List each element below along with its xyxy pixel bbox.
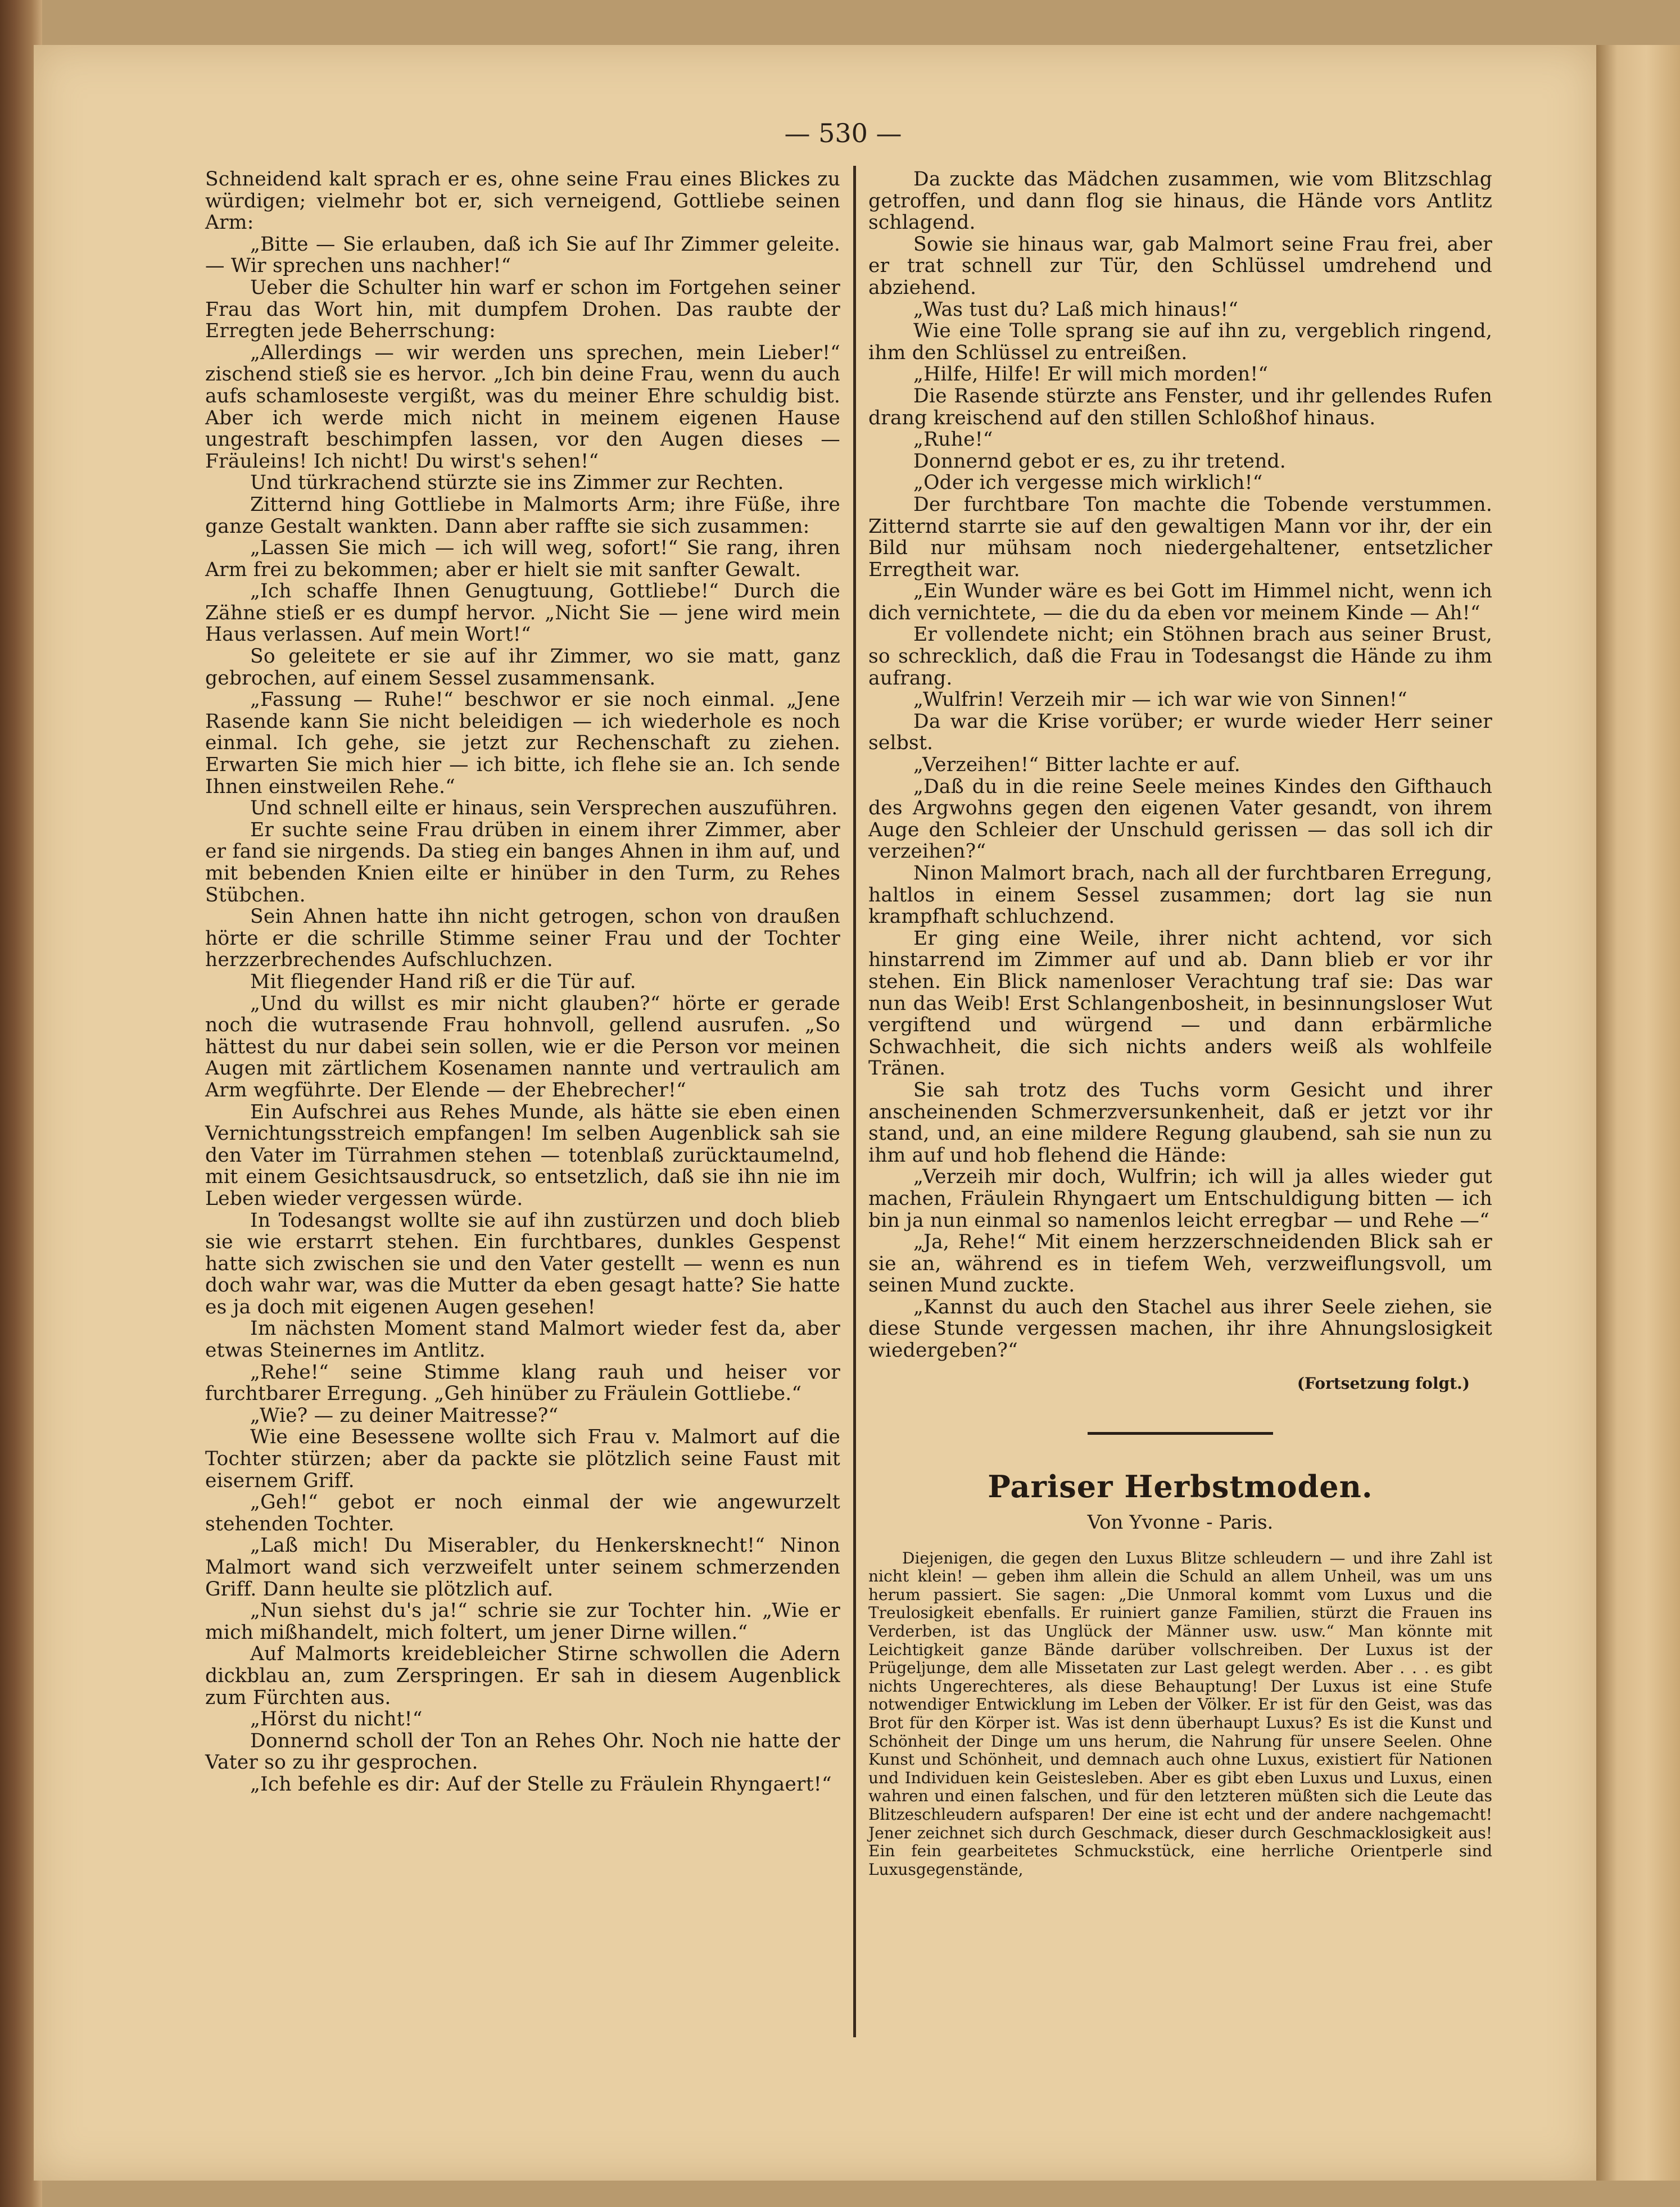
paragraph: Schneidend kalt sprach er es, ohne seine Frau eines Blickes zu würdigen; vielmehr bot er, sich verneigend, Gottliebe seinen Arm:: [205, 168, 840, 234]
paragraph: Und schnell eilte er hinaus, sein Versprechen auszuführen.: [250, 797, 838, 820]
paragraph: „Verzeih mir doch, Wulfrin; ich will ja alles wieder gut machen, Fräulein Rhyngaert um Entschuldigung bitten — ich bin ja nun einmal so namenlos leicht erregbar — und Rehe —“: [868, 1166, 1492, 1232]
paragraph: „Wulfrin! Verzeih mir — ich war wie von Sinnen!“: [913, 688, 1407, 712]
paragraph: Sein Ahnen hatte ihn nicht getrogen, schon von draußen hörte er die schrille Stimme seiner Frau und der Tochter herzzerbrechendes Aufschluchzen.: [205, 905, 840, 972]
paragraph: „Hörst du nicht!“: [250, 1708, 423, 1731]
paragraph: Im nächsten Moment stand Malmort wieder fest da, aber etwas Steinernes im Antlitz.: [205, 1317, 840, 1362]
paragraph: Ein Aufschrei aus Rehes Munde, als hätte sie eben einen Vernichtungsstreich empfangen! Im selben Augenblick sah sie den Vater im Türrahmen stehen — totenblaß zurücktaumelnd, mit einem Gesichtsausdruck, so entsetzlich, daß sie ihn nie im Leben wieder vergessen würde.: [205, 1100, 840, 1210]
paragraph: „Hilfe, Hilfe! Er will mich morden!“: [913, 363, 1269, 386]
paragraph: „Nun siehst du's ja!“ schrie sie zur Tochter hin. „Wie er mich mißhandelt, mich foltert, um jener Dirne willen.“: [205, 1599, 840, 1644]
paragraph: Wie eine Tolle sprang sie auf ihn zu, vergeblich ringend, ihm den Schlüssel zu entreißen.: [868, 320, 1492, 364]
paragraph: „Allerdings — wir werden uns sprechen, mein Lieber!“ zischend stieß sie es hervor. „Ich bin deine Frau, wenn du auch aufs schamloseste vergißt, was du meiner Ehre schuldig bist. Aber ich werde mich nicht in meinem eigenen Hause ungestraft beschimpfen lassen, vor den Augen dieses — Fräuleins! Ich nicht! Du wirst's sehen!“: [205, 341, 840, 473]
paragraph: Donnernd gebot er es, zu ihr tretend.: [913, 450, 1286, 473]
paragraph: Sowie sie hinaus war, gab Malmort seine Frau frei, aber er trat schnell zur Tür, den Schlüssel umdrehend und abziehend.: [868, 233, 1492, 299]
facing-page-edge: [1596, 45, 1680, 2181]
paragraph: „Daß du in die reine Seele meines Kindes den Gifthauch des Argwohns gegen den eigenen Vater gesandt, von ihrem Auge den Schleier der Unschuld gerissen — das soll ich dir verzeihen?“: [868, 775, 1492, 863]
paragraph: So geleitete er sie auf ihr Zimmer, wo sie matt, ganz gebrochen, auf einem Sessel zusammensank.: [205, 645, 840, 690]
paragraph: „Ein Wunder wäre es bei Gott im Himmel nicht, wenn ich dich vernichtete, — die du da eben vor meinem Kinde — Ah!“: [868, 580, 1492, 624]
paragraph: „Und du willst es mir nicht glauben?“ hörte er gerade noch die wutrasende Frau hohnvoll, gellend ausrufen. „So hättest du nur dabei sein sollen, wie er die Person vor meinen Augen mit zärtlichem Kosenamen nannte und vertraulich am Arm wegführte. Der Elende — der Ehebrecher!“: [205, 992, 840, 1102]
paragraph: Zitternd hing Gottliebe in Malmorts Arm; ihre Füße, ihre ganze Gestalt wankten. Dann aber raffte sie sich zusammen:: [205, 493, 840, 538]
paragraph: Auf Malmorts kreidebleicher Stirne schwollen die Adern dickblau an, zum Zerspringen. Er sah in diesem Augenblick zum Fürchten aus.: [205, 1643, 840, 1709]
paragraph: „Was tust du? Laß mich hinaus!“: [913, 298, 1239, 321]
paragraph: Da zuckte das Mädchen zusammen, wie vom Blitzschlag getroffen, und dann flog sie hinaus, die Hände vors Antlitz schlagend.: [868, 168, 1492, 234]
paragraph: „Ich schaffe Ihnen Genugtuung, Gottliebe!“ Durch die Zähne stieß er es dumpf hervor. „Nicht Sie — jene wird mein Haus verlassen. Auf mein Wort!“: [205, 580, 840, 646]
paragraph: „Fassung — Ruhe!“ beschwor er sie noch einmal. „Jene Rasende kann Sie nicht beleidigen — ich wiederhole es noch einmal. Ich gehe, sie jetzt zur Rechenschaft zu ziehen. Erwarten Sie mich hier — ich bitte, ich flehe sie an. Ich sende Ihnen einstweilen Rehe.“: [205, 688, 840, 798]
page-number: — 530 —: [784, 118, 902, 148]
column-divider: [853, 166, 856, 2037]
paragraph: Mit fliegender Hand riß er die Tür auf.: [250, 970, 636, 993]
paragraph: Wie eine Besessene wollte sich Frau v. Malmort auf die Tochter stürzen; aber da packte sie plötzlich seine Faust mit eisernem Griff.: [205, 1426, 840, 1492]
paragraph: „Bitte — Sie erlauben, daß ich Sie auf Ihr Zimmer geleite. — Wir sprechen uns nachher!“: [205, 233, 840, 278]
left-column: [205, 169, 840, 1796]
paragraph: „Kannst du auch den Stachel aus ihrer Seele ziehen, sie diese Stunde vergessen machen, ihr ihre Ahnungslosigkeit wiedergeben?“: [868, 1295, 1492, 1362]
paragraph: Und türkrachend stürzte sie ins Zimmer zur Rechten.: [250, 472, 784, 495]
paragraph: Die Rasende stürzte ans Fenster, und ihr gellendes Rufen drang kreischend auf den stillen Schloßhof hinaus.: [868, 384, 1492, 429]
article-byline: Von Yvonne - Paris.: [1087, 1511, 1274, 1534]
paragraph: Der furchtbare Ton machte die Tobende verstummen. Zitternd starrte sie auf den gewaltigen Mann vor ihr, der ein Bild nur mühsam noch niedergehaltener, entsetzlicher Erregtheit war.: [868, 493, 1492, 581]
paragraph: Donnernd scholl der Ton an Rehes Ohr. Noch nie hatte der Vater so zu ihr gesprochen.: [205, 1729, 840, 1774]
paragraph: „Ich befehle es dir: Auf der Stelle zu Fräulein Rhyngaert!“: [250, 1773, 832, 1796]
article-body: Diejenigen, die gegen den Luxus Blitze schleudern — und ihre Zahl ist nicht klein! — geben ihm allein die Schuld an allem Unheil, was um uns herum passiert. Sie sagen: „Die Unmoral kommt vom Luxus und die Treulosigkeit ebenfalls. Er ruiniert ganze Familien, stürzt die Frauen ins Verderben, ist das Unglück der Männer usw. usw.“ Man könnte mit Leichtigkeit ganze Bände darüber vollschreiben. Der Luxus ist der Prügeljunge, dem alle Missetaten zur Last gelegt werden. Aber . . . es gibt nichts Ungerechteres, als diese Behauptung! Der Luxus ist eine Stufe notwendiger Entwicklung im Leben der Völker. Er ist für den Geist, was das Brot für den Körper ist. Was ist denn überhaupt Luxus? Es ist die Kunst und Schönheit der Dinge um uns herum, die Nahrung für unsere Seelen. Ohne Kunst und Schönheit, und demnach auch ohne Luxus, existiert für Nationen und Individuen kein Geistesleben. Aber es gibt eben Luxus und Luxus, einen wahren und einen falschen, und für den letzteren müßten sich die Leute das Blitzeschleudern aufsparen! Der eine ist echt und der andere nachgemacht! Jener zeichnet sich durch Geschmack, dieser durch Geschmacklosigkeit aus! Ein fein gearbeitetes Schmuckstück, eine herrliche Orientperle sind Luxusgegenstände,: [868, 1548, 1492, 1879]
paragraph: Er ging eine Weile, ihrer nicht achtend, vor sich hinstarrend im Zimmer auf und ab. Dann blieb er vor ihr stehen. Ein Blick namenloser Verachtung traf sie: Das war nun das Weib! Erst Schlangenbosheit, in besinnungsloser Wut vergiftend und würgend — und dann erbärmliche Schwachheit, die sich nichts anders weiß als wohlfeile Tränen.: [868, 927, 1492, 1080]
paragraph: Da war die Krise vorüber; er wurde wieder Herr seiner selbst.: [868, 710, 1492, 755]
paragraph: In Todesangst wollte sie auf ihn zustürzen und doch blieb sie wie erstarrt stehen. Ein furchtbares, dunkles Gespenst hatte sich zwischen sie und den Vater gestellt — wenn es nun doch wahr war, was die Mutter da eben gesagt hatte? Sie hatte es ja doch mit eigenen Augen gesehen!: [205, 1209, 840, 1318]
paragraph: „Lassen Sie mich — ich will weg, sofort!“ Sie rang, ihren Arm frei zu bekommen; aber er hielt sie mit sanfter Gewalt.: [205, 537, 840, 581]
paragraph: „Laß mich! Du Miserabler, du Henkersknecht!“ Ninon Malmort wand sich verzweifelt unter seinem schmerzenden Griff. Dann heulte sie plötzlich auf.: [205, 1534, 840, 1601]
paragraph: „Wie? — zu deiner Maitresse?“: [250, 1404, 559, 1427]
paragraph: „Ja, Rehe!“ Mit einem herzzerschneidenden Blick sah er sie an, während es in tiefem Weh, verzweiflungsvoll, um seinen Mund zuckte.: [868, 1231, 1492, 1297]
paragraph: Sie sah trotz des Tuchs vorm Gesicht und ihrer anscheinenden Schmerzversunkenheit, daß er jetzt vor ihr stand, und, an eine mildere Regung glaubend, sah sie nun zu ihm auf und hob flehend die Hände:: [868, 1078, 1492, 1167]
paragraph: Ninon Malmort brach, nach all der furchtbaren Erregung, haltlos in einem Sessel zusammen; dort lag sie nun krampfhaft schluchzend.: [868, 862, 1492, 928]
section-separator: [1088, 1432, 1273, 1435]
continuation-note: (Fortsetzung folgt.): [1297, 1374, 1470, 1393]
paragraph: „Verzeihen!“ Bitter lachte er auf.: [913, 754, 1240, 777]
paragraph: „Rehe!“ seine Stimme klang rauh und heiser vor furchtbarer Erregung. „Geh hinüber zu Fräulein Gottliebe.“: [205, 1361, 840, 1406]
paragraph: „Geh!“ gebot er noch einmal der wie angewurzelt stehenden Tochter.: [205, 1491, 840, 1535]
right-column: [868, 169, 1492, 1879]
article-title: Pariser Herbstmoden.: [988, 1468, 1373, 1504]
paragraph: „Ruhe!“: [913, 428, 993, 451]
paragraph: „Oder ich vergesse mich wirklich!“: [913, 472, 1263, 495]
paragraph: Ueber die Schulter hin warf er schon im Fortgehen seiner Frau das Wort hin, mit dumpfem Drohen. Das raubte der Erregten jede Beherrschung:: [205, 276, 840, 343]
paragraph: Er suchte seine Frau drüben in einem ihrer Zimmer, aber er fand sie nirgends. Da stieg ein banges Ahnen in ihm auf, und mit bebenden Knien eilte er hinüber in den Turm, zu Rehes Stübchen.: [205, 818, 840, 907]
paragraph: Er vollendete nicht; ein Stöhnen brach aus seiner Brust, so schrecklich, daß die Frau in Todesangst die Hände zu ihm aufrang.: [868, 623, 1492, 690]
